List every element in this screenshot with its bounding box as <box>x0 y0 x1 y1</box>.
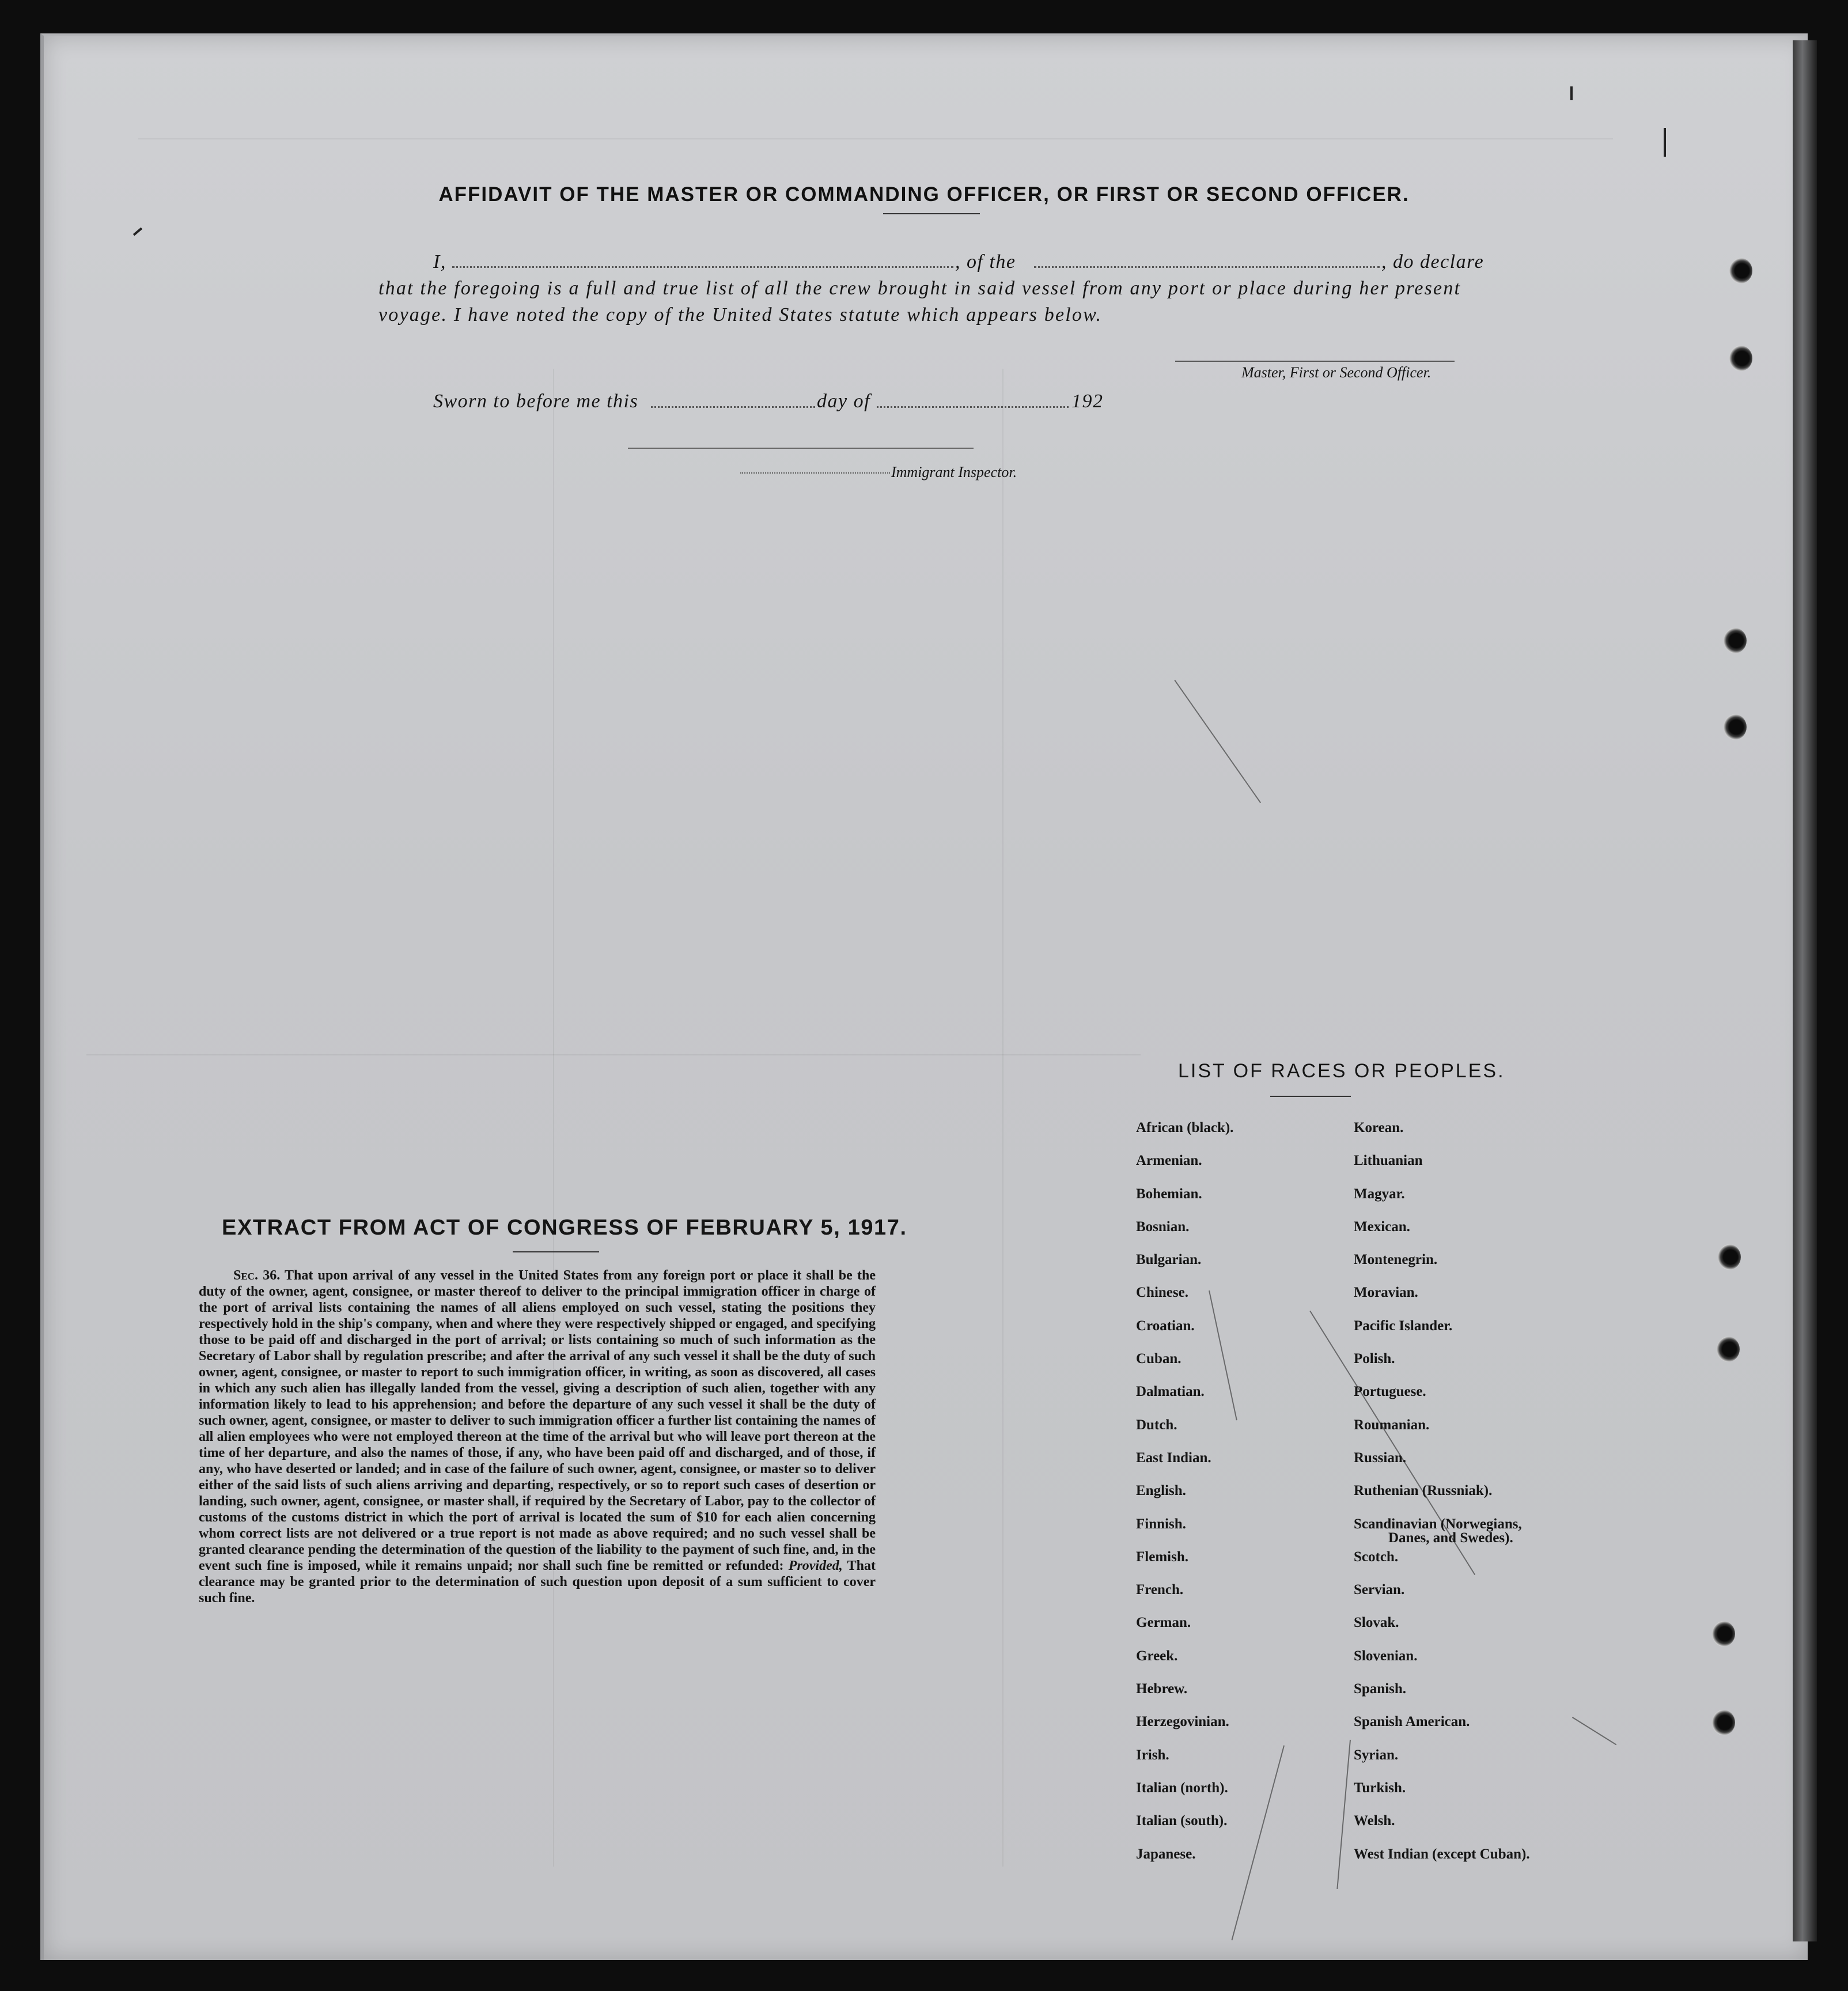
day-blank-line[interactable] <box>651 406 815 408</box>
race-item: English. <box>1136 1483 1186 1499</box>
affidavit-line-2: that the foregoing is a full and true list of all the crew brought in said vessel from any port or place during her present <box>378 278 1461 299</box>
race-item: Montenegrin. <box>1354 1252 1438 1268</box>
ink-mark <box>1570 86 1573 100</box>
ink-mark <box>1664 128 1666 157</box>
inspector-dotted-line <box>740 472 890 474</box>
race-item: Slovak. <box>1354 1615 1399 1631</box>
races-left-column <box>1136 1120 1233 1879</box>
binder-hole <box>1724 714 1747 740</box>
affidavit-i-label: I, <box>433 251 446 272</box>
race-item: Irish. <box>1136 1747 1169 1763</box>
race-item: Ruthenian (Russniak). <box>1354 1483 1493 1499</box>
inspector-caption: Immigrant Inspector. <box>891 464 1017 480</box>
binder-hole <box>1729 258 1752 283</box>
race-item: Herzegovinian. <box>1136 1714 1229 1730</box>
race-item: Russian. <box>1354 1449 1407 1466</box>
binder-hole <box>1718 1244 1741 1270</box>
race-item: Magyar. <box>1354 1186 1405 1202</box>
vessel-blank-line[interactable] <box>1034 266 1380 268</box>
signature-line[interactable] <box>1175 361 1455 362</box>
races-right-column <box>1354 1120 1530 1879</box>
affidavit-title: AFFIDAVIT OF THE MASTER OR COMMANDING OFFICER, OR FIRST OR SECOND OFFICER. <box>438 183 1410 206</box>
race-item: Syrian. <box>1354 1747 1399 1763</box>
faint-column-line <box>1002 369 1003 1867</box>
binder-hole <box>1729 346 1752 371</box>
section-text: That upon arrival of any vessel in the United States from any foreign port or place it shall be the duty of the owner, agent, consignee, or master thereof to deliver to the principal immigration officer in charge of the port of arrival lists containing the names of all aliens employed on such vessel, stating the positions they respectively hold in the ship's company, when and where they were respectively shipped or engaged, and specifying those to be paid off and discharged in the port of arrival; or lists containing so much of such information as the Secretary of Labor shall by regulation prescribe; and after the arrival of any such vessel it shall be the duty of such owner, agent, consignee, or master to report to such immigration officer, in writing, as soon as discovered, all cases in which any such alien has illegally landed from the vessel, giving a description of such alien, together with any information likely to lead to his apprehension; and before the departure of any such vessel it shall be the duty of such owner, agent, consignee, or master to deliver to such immigration officer a further list containing the names of all alien employees who were not employed thereon at the time of the arrival but who will leave port thereon at the time of her departure, and also the names of those, if any, who have been paid off and discharged, and of those, if any, who have deserted or landed; and in case of the failure of such owner, agent, consignee, or master so to deliver either of the said lists of such aliens arriving and departing, respectively, or so to report such cases of desertion or landing, such owner, agent, consignee, or master shall, if required by the Secretary of Labor, pay to the collector of customs of the customs district in which the port of arrival is located the sum of $10 for each alien concerning whom correct lists are not delivered or a true report is not made as above required; and no such vessel shall be granted clearance pending the determination of the question of the liability to the payment of such fine, and, in the event such fine is imposed, while it remains unpaid; nor shall such fine be remitted or refunded: <box>199 1268 876 1573</box>
race-item-continuation: Danes, and Swedes). <box>1388 1530 1513 1546</box>
race-item: Mexican. <box>1354 1218 1410 1235</box>
race-item: Dutch. <box>1136 1417 1177 1433</box>
provided-label: Provided, <box>788 1558 843 1573</box>
race-item: Moravian. <box>1354 1285 1418 1301</box>
race-item: Spanish American. <box>1354 1714 1470 1730</box>
extract-title-underline <box>513 1251 599 1252</box>
race-item: Cuban. <box>1136 1351 1181 1367</box>
race-item: Servian. <box>1354 1582 1405 1598</box>
race-item: Hebrew. <box>1136 1681 1188 1697</box>
extract-body <box>199 1267 876 1606</box>
binder-hole <box>1712 1621 1735 1646</box>
day-of-label: day of <box>817 391 871 412</box>
race-item: Scandinavian (Norwegians, Danes, and Swedes). <box>1354 1516 1522 1546</box>
faint-show-through-line <box>138 138 1613 139</box>
race-item: Slovenian. <box>1354 1648 1418 1664</box>
binder-hole <box>1724 628 1747 653</box>
section-label: Sec. 36. <box>233 1268 281 1283</box>
binder-hole <box>1717 1337 1740 1362</box>
declare-label: , do declare <box>1381 251 1485 272</box>
race-item: Armenian. <box>1136 1153 1202 1169</box>
section-text-end: That clearance may be granted prior to the determination of such question upon deposit of a sum sufficient to cover such fine. <box>199 1558 876 1606</box>
race-item: Bosnian. <box>1136 1218 1190 1235</box>
binder-hole <box>1712 1710 1735 1735</box>
race-item: Bulgarian. <box>1136 1252 1202 1268</box>
race-item: Pacific Islander. <box>1354 1318 1453 1334</box>
page-edge-shadow <box>1793 40 1817 1941</box>
name-blank-line[interactable] <box>452 266 953 268</box>
race-item: Portuguese. <box>1354 1384 1426 1400</box>
race-item: Flemish. <box>1136 1549 1188 1565</box>
race-item: Roumanian. <box>1354 1417 1430 1433</box>
race-item: West Indian (except Cuban). <box>1354 1846 1530 1862</box>
race-item: Dalmatian. <box>1136 1384 1205 1400</box>
faint-column-line <box>553 369 554 1867</box>
faint-row-line <box>86 1054 1141 1055</box>
race-item: Croatian. <box>1136 1318 1195 1334</box>
race-item: Greek. <box>1136 1648 1178 1664</box>
title-underline <box>883 213 980 214</box>
race-item: Italian (south). <box>1136 1813 1228 1829</box>
race-item: Welsh. <box>1354 1813 1395 1829</box>
affidavit-line-3: voyage. I have noted the copy of the United States statute which appears below. <box>378 304 1103 325</box>
race-item: Finnish. <box>1136 1516 1186 1532</box>
race-item: East Indian. <box>1136 1449 1211 1466</box>
race-item: German. <box>1136 1615 1191 1631</box>
of-the-label: , of the <box>955 251 1016 272</box>
race-item: Korean. <box>1354 1120 1404 1135</box>
race-item: French. <box>1136 1582 1184 1598</box>
extract-title: EXTRACT FROM ACT OF CONGRESS OF FEBRUARY 5, 1917. <box>222 1216 907 1240</box>
race-item: Spanish. <box>1354 1681 1407 1697</box>
race-item: Polish. <box>1354 1351 1395 1367</box>
race-item: Japanese. <box>1136 1846 1196 1862</box>
sworn-label: Sworn to before me this <box>433 391 639 412</box>
race-item: Turkish. <box>1354 1780 1406 1796</box>
inspector-signature-line[interactable] <box>628 448 974 449</box>
races-title: LIST OF RACES OR PEOPLES. <box>1178 1060 1505 1082</box>
race-item: African (black). <box>1136 1120 1234 1135</box>
race-item: Italian (north). <box>1136 1780 1228 1796</box>
race-item: Scotch. <box>1354 1549 1399 1565</box>
race-item: Lithuanian <box>1354 1153 1423 1169</box>
races-title-underline <box>1270 1096 1351 1097</box>
year-label: 192 <box>1071 391 1104 412</box>
signature-caption: Master, First or Second Officer. <box>1241 364 1432 381</box>
race-item: Bohemian. <box>1136 1186 1202 1202</box>
race-item: Chinese. <box>1136 1285 1188 1301</box>
month-blank-line[interactable] <box>877 406 1069 408</box>
